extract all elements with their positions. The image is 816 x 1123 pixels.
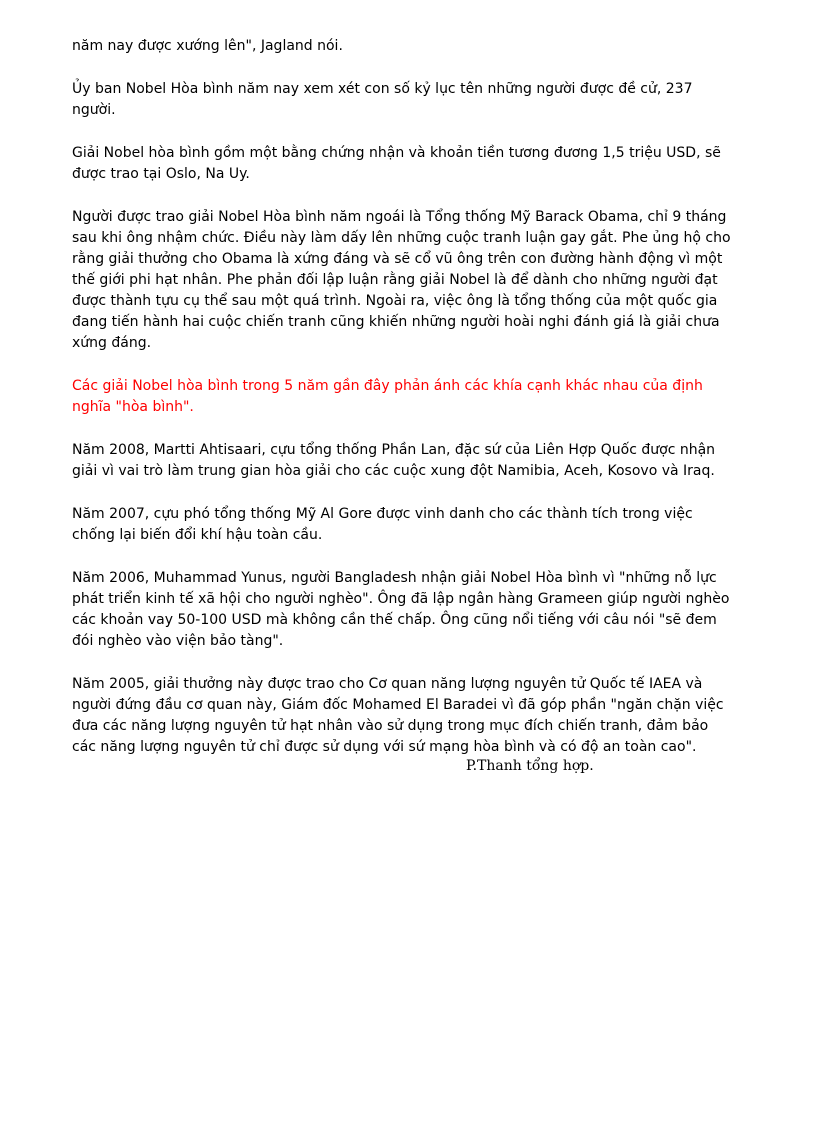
- paragraph-nominees: Ủy ban Nobel Hòa bình năm nay xem xét con số kỷ lục tên những người được đề cử, 237 người.: [72, 81, 693, 118]
- document-page: [72, 36, 732, 780]
- paragraph-2008: Năm 2008, Martti Ahtisaari, cựu tổng thống Phần Lan, đặc sứ của Liên Hợp Quốc được nhận giải vì vai trò làm trung gian hòa giải cho các cuộc xung đột Namibia, Aceh, Kosovo và Iraq.: [72, 442, 716, 479]
- author-signature: P.Thanh tổng hợp.: [466, 758, 594, 774]
- paragraph-2007: Năm 2007, cựu phó tổng thống Mỹ Al Gore được vinh danh cho các thành tích trong việc chống lại biến đổi khí hậu toàn cầu.: [72, 506, 693, 543]
- paragraph-section-heading: Các giải Nobel hòa bình trong 5 năm gần đây phản ánh các khía cạnh khác nhau của định nghĩa "hòa bình".: [72, 378, 703, 415]
- paragraph-2005: Năm 2005, giải thưởng này được trao cho Cơ quan năng lượng nguyên tử Quốc tế IAEA và người đứng đầu cơ quan này, Giám đốc Mohamed El Baradei vì đã góp phần "ngăn chặn việc đưa các năng lượng nguyên tử hạt nhân vào sử dụng trong mục đích chiến tranh, đảm bảo các năng lượng nguyên tử chỉ được sử dụng với sứ mạng hòa bình và có độ an toàn cao".: [72, 676, 724, 755]
- paragraph-prize-details: Giải Nobel hòa bình gồm một bằng chứng nhận và khoản tiền tương đương 1,5 triệu USD, sẽ được trao tại Oslo, Na Uy.: [72, 145, 721, 182]
- paragraph-obama: Người được trao giải Nobel Hòa bình năm ngoái là Tổng thống Mỹ Barack Obama, chỉ 9 tháng sau khi ông nhậm chức. Điều này làm dấy lên những cuộc tranh luận gay gắt. Phe ủng hộ cho rằng giải thưởng cho Obama là xứng đáng và sẽ cổ vũ ông trên con đường hành động vì một thế giới phi hạt nhân. Phe phản đối lập luận rằng giải Nobel là để dành cho những người đạt được thành tựu cụ thể sau một quá trình. Ngoài ra, việc ông là tổng thống của một quốc gia đang tiến hành hai cuộc chiến tranh cũng khiến những người hoài nghi đánh giá là giải chưa xứng đáng.: [72, 209, 731, 351]
- paragraph-jagland-quote: năm nay được xướng lên", Jagland nói.: [72, 38, 343, 54]
- paragraph-2006: Năm 2006, Muhammad Yunus, người Bangladesh nhận giải Nobel Hòa bình vì "những nỗ lực phát triển kinh tế xã hội cho người nghèo". Ông đã lập ngân hàng Grameen giúp người nghèo các khoản vay 50-100 USD mà không cần thế chấp. Ông cũng nổi tiếng với câu nói "sẽ đem đói nghèo vào viện bảo tàng".: [72, 570, 730, 649]
